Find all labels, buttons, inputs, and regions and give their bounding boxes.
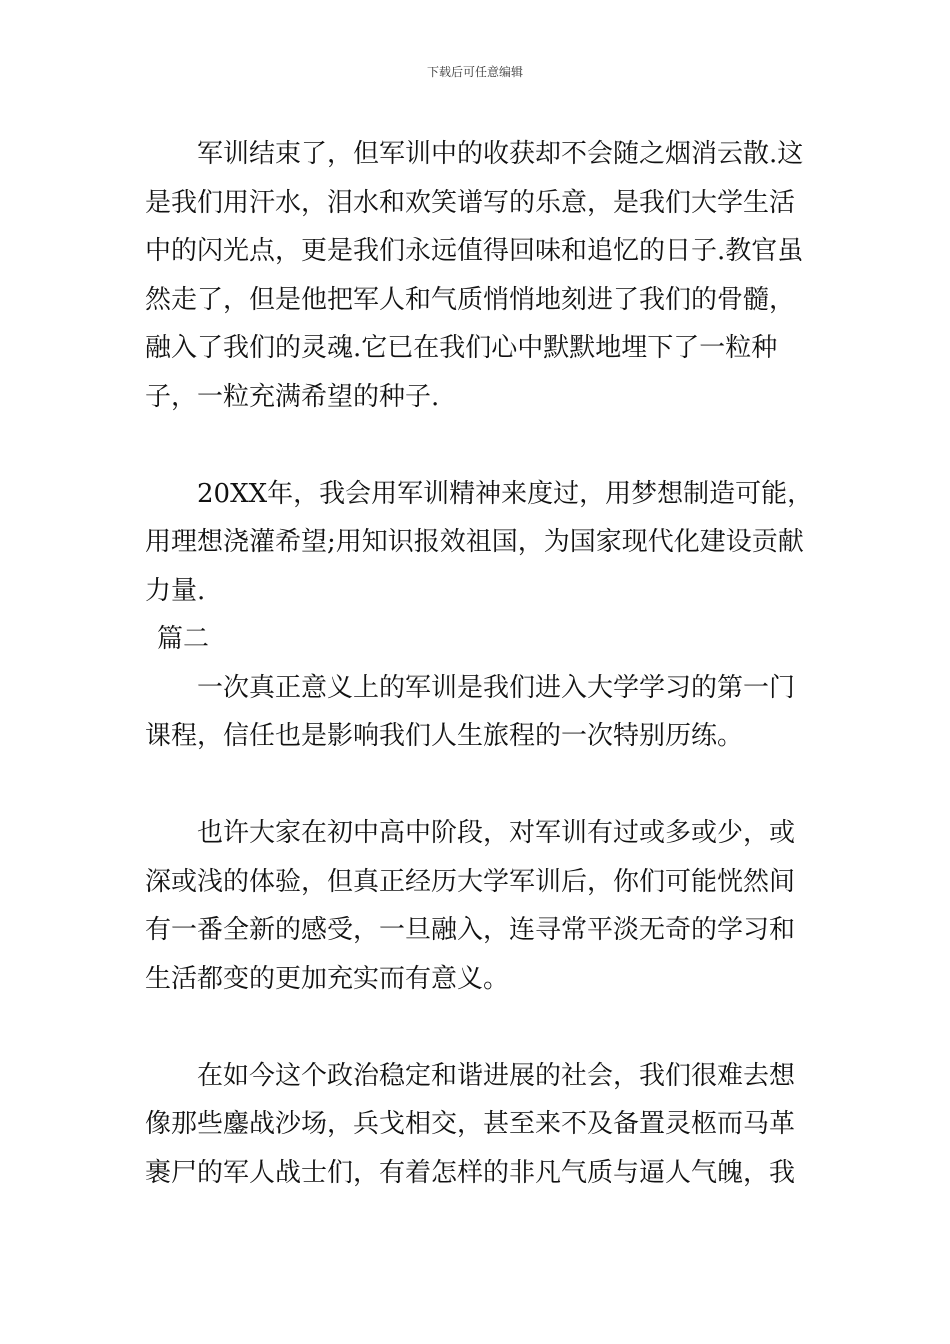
paragraph-1: 军训结束了，但军训中的收获却不会随之烟消云散.这是我们用汗水，泪水和欢笑谱写的乐意，是我们大学生活中的闪光点，更是我们永远值得回味和追忆的日子.教官虽然走了，但是他把军人和气质悄悄地刻进了我们的骨髓，融入了我们的灵魂.它已在我们心中默默地埋下了一粒种子，一粒充满希望的种子. xyxy=(145,139,804,412)
document-body xyxy=(145,130,820,1197)
page-header: 下载后可任意编辑 xyxy=(426,65,523,79)
section-title: 篇二 xyxy=(157,624,210,654)
paragraph-gap xyxy=(145,1003,820,1052)
paragraph-4: 也许大家在初中高中阶段，对军训有过或多或少，或深或浅的体验，但真正经历大学军训后，你们可能恍然间有一番全新的感受，一旦融入，连寻常平淡无奇的学习和生活都变的更加充实而有意义。 xyxy=(145,818,796,994)
paragraph-2: 20XX年，我会用军训精神来度过，用梦想制造可能，用理想浇灌希望;用知识报效祖国，为国家现代化建设贡献力量. xyxy=(145,478,814,606)
paragraph-5: 在如今这个政治稳定和谐进展的社会，我们很难去想像那些鏖战沙场，兵戈相交，甚至来不及备置灵柩而马革裹尸的军人战士们，有着怎样的非凡气质与逼人气魄，我 xyxy=(145,1060,796,1188)
paragraph-3: 一次真正意义上的军训是我们进入大学学习的第一门课程，信任也是影响我们人生旅程的一次特别历练。 xyxy=(145,672,796,751)
paragraph-gap xyxy=(145,421,820,470)
paragraph-gap xyxy=(145,761,820,810)
